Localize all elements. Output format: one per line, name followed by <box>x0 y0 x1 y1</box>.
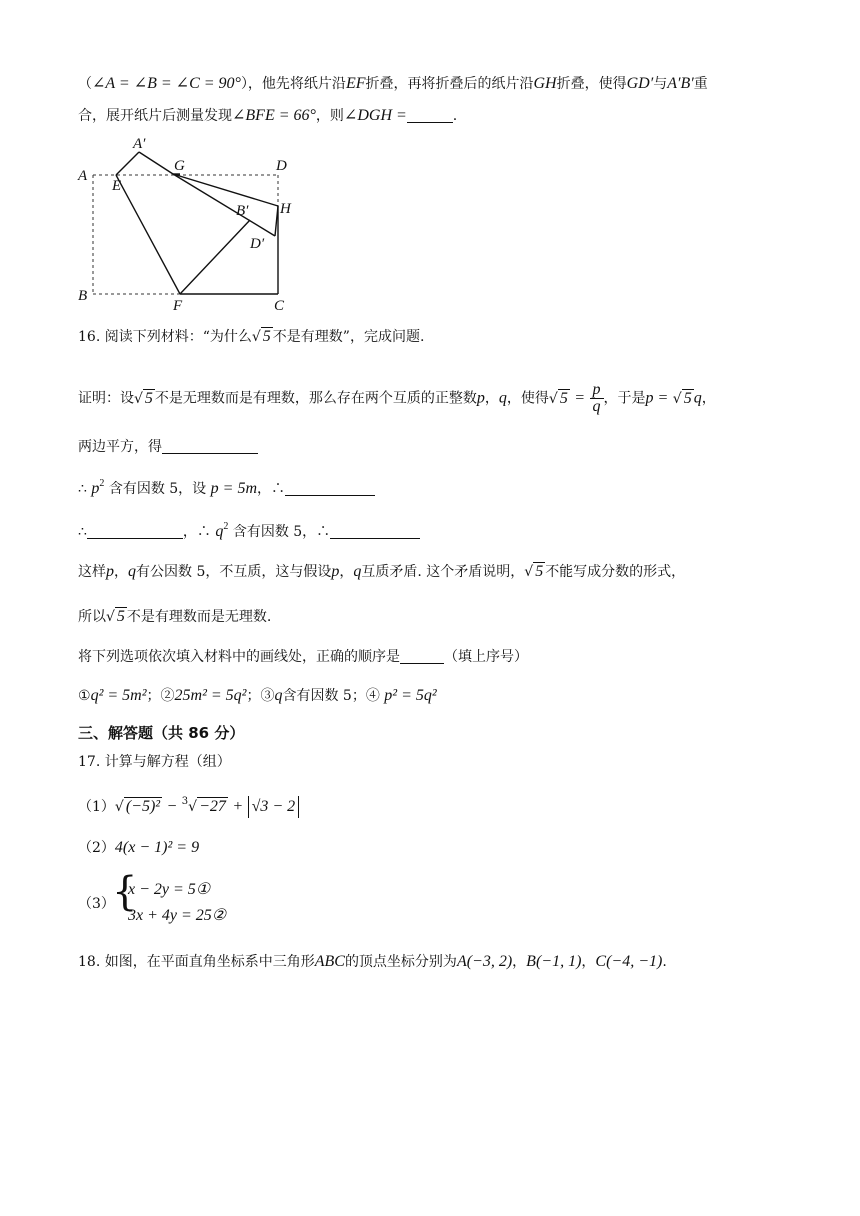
system-brace: { <box>112 869 138 915</box>
q16-conclusion-1 <box>78 562 685 582</box>
segment-ea-prime <box>116 152 139 175</box>
option-3-mark: ；③ <box>246 688 275 704</box>
part-1-label: （1） <box>78 799 115 815</box>
equation-2-system: 3x + 4y = 25② <box>128 907 227 924</box>
blank-3[interactable] <box>87 524 183 539</box>
folding-figure <box>70 132 310 317</box>
angle-bfe: ∠BFE = 66° <box>232 107 316 124</box>
radicand: 5 <box>683 389 692 407</box>
radicand-a: (−5)² <box>125 798 161 815</box>
option-4: p² = 5q² <box>384 687 437 704</box>
conclusion-mid2: 互质矛盾. 这个矛盾说明， <box>361 564 525 580</box>
q16-options <box>78 686 437 706</box>
conclusion-end: 不能写成分数的形式， <box>545 564 686 580</box>
proof-mid: 不是无理数而是有理数，那么存在两个互质的正整数 <box>154 390 477 407</box>
q16-square-line <box>78 437 258 457</box>
conclusion2-end: 不是有理数而是无理数. <box>126 609 272 625</box>
answer-blank[interactable] <box>407 108 453 123</box>
q16-title-pre: 16. 阅读下列材料：“为什么 <box>78 329 252 345</box>
p2-text: 含有因数 5，设 <box>108 481 207 497</box>
q15-text-5: 重 <box>693 76 708 92</box>
segment-gd-prime: GD′ <box>626 75 654 92</box>
minus-sign: − <box>166 798 178 815</box>
p-equals-5m: p = 5m <box>210 480 257 497</box>
therefore-symbol: ∴ <box>78 481 87 497</box>
label-F: F <box>173 298 183 314</box>
q15-text-7: ，则 <box>315 108 344 124</box>
label-B: B <box>78 288 88 304</box>
sqrt-5: √ 5 <box>134 389 153 407</box>
q16-instruction <box>78 647 528 667</box>
label-A-prime: A′ <box>133 136 146 152</box>
period: . <box>452 108 458 124</box>
segment-a-prime-g <box>139 152 173 174</box>
label-B-prime: B′ <box>236 203 249 219</box>
square-text: 两边平方，得 <box>78 439 162 455</box>
var-q: q <box>353 563 362 580</box>
angle-dgh: ∠DGH = <box>343 107 407 124</box>
q16-proof-line: 证明：设√ 5 不是无理数而是有理数，那么存在两个互质的正整数p，q，使得√ 5 = $\frac{p}{q}$ ，于是p = √ 5 q， <box>78 381 716 415</box>
var-p: p <box>106 563 114 580</box>
comma: ， <box>339 564 354 580</box>
label-H: H <box>280 201 291 217</box>
comma: ， <box>701 390 716 407</box>
denominator: q <box>592 398 601 415</box>
sqrt-5: √ 5 <box>672 389 692 407</box>
q15-text-4: 与 <box>653 76 668 92</box>
order-blank[interactable] <box>400 649 444 664</box>
sqrt-neg5-squared: √ (−5)² <box>114 798 161 815</box>
paren-open: （ <box>78 76 92 92</box>
radicand: 5 <box>535 563 544 580</box>
option-2-mark: ；② <box>146 688 175 704</box>
q2-text: 含有因数 5，∴ <box>232 524 331 540</box>
option-2: 25m² = 5q² <box>174 687 247 704</box>
var-q: q <box>498 389 507 407</box>
triangle-abc: ABC <box>314 953 345 970</box>
period: . <box>662 954 667 970</box>
q16-title-post: 不是有理数”，完成问题. <box>272 329 425 345</box>
q17-part-3-label: （3） <box>78 896 115 912</box>
q17-part-2 <box>78 838 199 858</box>
proof-pre: 证明：设 <box>78 390 134 407</box>
point-a: A(−3, 2) <box>456 953 513 970</box>
sqrt-5: √ 5 <box>106 608 125 625</box>
q17-part-1 <box>78 792 299 818</box>
var-p: p <box>476 389 485 407</box>
q15-text-3: 折叠，使得 <box>556 76 627 92</box>
label-D-prime: D′ <box>250 236 265 252</box>
p-squared: $p^2$ <box>91 478 105 497</box>
comma: ， <box>114 564 128 580</box>
radicand: 5 <box>559 389 568 407</box>
q16-title <box>78 327 424 347</box>
q18-pre: 18. 如图，在平面直角坐标系中三角形 <box>78 954 315 970</box>
label-A: A <box>78 168 88 184</box>
blank-1[interactable] <box>162 439 258 454</box>
comma: ， <box>484 390 499 407</box>
sqrt-5: √ 5 <box>524 563 544 580</box>
sep: ， <box>581 954 596 970</box>
sqrt-5: √ 5 <box>251 328 271 345</box>
segment-gh-line <box>173 174 278 206</box>
blank-4[interactable] <box>330 524 420 539</box>
segment-gh: GH <box>533 75 557 92</box>
q15-text-6: 合，展开纸片后测量发现 <box>78 108 232 124</box>
plus-sign: + <box>232 798 244 815</box>
conclusion-pre: 这样 <box>78 564 106 580</box>
radicand-b: −27 <box>199 798 226 815</box>
fraction-p-over-q <box>590 382 604 415</box>
instruction-end: （填上序号） <box>444 649 528 665</box>
right-angle-condition: ∠A = ∠B = ∠C = 90° <box>92 75 241 92</box>
proof-mid3: ，于是 <box>603 390 646 407</box>
label-D: D <box>276 158 287 174</box>
segment-ab-prime: A′B′ <box>667 75 694 92</box>
label-C: C <box>274 298 285 314</box>
blank-2[interactable] <box>285 481 375 496</box>
therefore-symbol: ∴ <box>196 524 211 540</box>
q16-therefore-line-2 <box>78 517 420 542</box>
label-E: E <box>112 178 122 194</box>
comma: ， <box>182 524 197 540</box>
point-c: C(−4, −1) <box>595 953 663 970</box>
conclusion-mid: 有公因数 5，不互质，这与假设 <box>136 564 332 580</box>
option-1: q² = 5m² <box>90 687 147 704</box>
segment-ef-line <box>116 175 180 294</box>
q16-therefore-line-1 <box>78 474 375 499</box>
q15-line1 <box>78 74 708 94</box>
var-p: p <box>331 563 340 580</box>
q15-text-1: ），他先将纸片沿 <box>240 76 346 92</box>
proof-mid2: ，使得 <box>506 390 549 407</box>
sep: ， <box>512 954 527 970</box>
radicand: 5 <box>262 328 271 345</box>
var-q: q <box>128 563 136 580</box>
segment-gd-prime-line <box>173 174 275 236</box>
q18-text <box>78 952 667 972</box>
cube-root-neg27: $^3$√ −27 <box>181 796 226 815</box>
absolute-value: √3 − 2 <box>248 796 300 818</box>
point-b: B(−1, 1) <box>526 953 582 970</box>
part-2-label: （2） <box>78 840 115 856</box>
q16-conclusion-2 <box>78 607 271 627</box>
therefore-symbol: ∴ <box>78 524 87 540</box>
segment-ef: EF <box>345 75 366 92</box>
comma-therefore: ，∴ <box>257 481 285 497</box>
p-equals: p = <box>645 389 669 407</box>
option-3-text: 含有因数 5；④ <box>282 688 380 704</box>
option-1-mark: ① <box>78 688 91 704</box>
conclusion2-pre: 所以 <box>78 609 106 625</box>
radicand: 5 <box>116 608 125 625</box>
q17-title: 17. 计算与解方程（组） <box>78 754 231 770</box>
var-q: q <box>693 389 702 407</box>
q15-text-2: 折叠，再将折叠后的纸片沿 <box>365 76 534 92</box>
section-3-heading: 三、解答题（共 86 分） <box>78 724 245 742</box>
q15-line2 <box>78 106 457 126</box>
q-squared: $q^2$ <box>215 521 229 540</box>
radicand: 5 <box>144 389 153 407</box>
numerator: p <box>590 382 604 399</box>
segment-fb-prime <box>180 220 250 294</box>
q18-mid: 的顶点坐标分别为 <box>344 954 457 970</box>
equation-1: x − 2y = 5① <box>128 881 211 898</box>
sqrt-5: √ 5 <box>548 389 568 407</box>
instruction-text: 将下列选项依次填入材料中的画线处，正确的顺序是 <box>78 649 400 665</box>
equation-2: 4(x − 1)² = 9 <box>114 839 200 856</box>
label-G: G <box>174 158 185 174</box>
option-3-var: q <box>274 687 283 704</box>
